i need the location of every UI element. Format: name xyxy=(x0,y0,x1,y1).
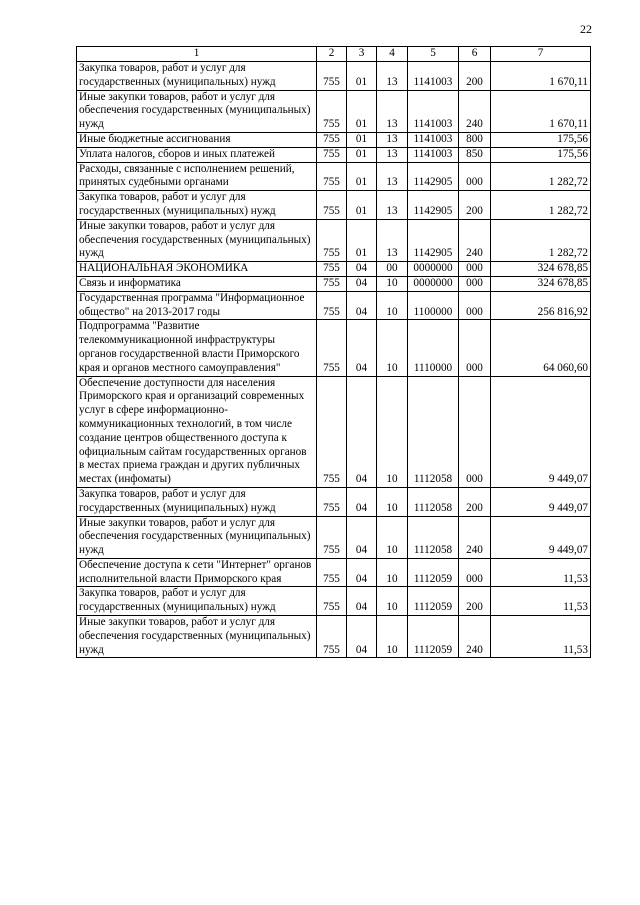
table-row xyxy=(77,147,591,162)
amount-cell: 256 816,92 xyxy=(491,291,591,320)
table-body xyxy=(77,47,591,658)
subsection-code-cell: 00 xyxy=(377,262,408,277)
expense-type-cell: 800 xyxy=(459,132,491,147)
header-cell: 7 xyxy=(491,47,591,62)
target-article-cell: 1112058 xyxy=(408,516,459,558)
ministry-code-cell: 755 xyxy=(317,62,347,91)
item-name-cell: Иные закупки товаров, работ и услуг для обеспечения государственных (муниципальных) нужд xyxy=(77,616,317,658)
expense-type-cell: 200 xyxy=(459,191,491,220)
amount-cell: 11,53 xyxy=(491,558,591,587)
ministry-code-cell: 755 xyxy=(317,147,347,162)
expense-type-cell: 200 xyxy=(459,487,491,516)
target-article-cell: 1142905 xyxy=(408,191,459,220)
subsection-code-cell: 10 xyxy=(377,376,408,487)
section-code-cell: 01 xyxy=(347,132,377,147)
section-code-cell: 01 xyxy=(347,90,377,132)
header-cell: 5 xyxy=(408,47,459,62)
subsection-code-cell: 10 xyxy=(377,291,408,320)
expense-type-cell: 000 xyxy=(459,376,491,487)
section-code-cell: 01 xyxy=(347,147,377,162)
expense-type-cell: 850 xyxy=(459,147,491,162)
section-code-cell: 04 xyxy=(347,276,377,291)
subsection-code-cell: 13 xyxy=(377,147,408,162)
ministry-code-cell: 755 xyxy=(317,262,347,277)
ministry-code-cell: 755 xyxy=(317,516,347,558)
amount-cell: 175,56 xyxy=(491,147,591,162)
target-article-cell: 1141003 xyxy=(408,90,459,132)
table-row xyxy=(77,132,591,147)
expense-type-cell: 000 xyxy=(459,558,491,587)
expense-type-cell: 240 xyxy=(459,516,491,558)
amount-cell: 1 670,11 xyxy=(491,62,591,91)
item-name-cell: НАЦИОНАЛЬНАЯ ЭКОНОМИКА xyxy=(77,262,317,277)
page-number: 22 xyxy=(580,22,592,36)
header-cell: 6 xyxy=(459,47,491,62)
section-code-cell: 04 xyxy=(347,320,377,376)
section-code-cell: 01 xyxy=(347,62,377,91)
amount-cell: 175,56 xyxy=(491,132,591,147)
target-article-cell: 1141003 xyxy=(408,132,459,147)
ministry-code-cell: 755 xyxy=(317,616,347,658)
amount-cell: 9 449,07 xyxy=(491,516,591,558)
table-row xyxy=(77,191,591,220)
table-row xyxy=(77,276,591,291)
subsection-code-cell: 10 xyxy=(377,558,408,587)
subsection-code-cell: 10 xyxy=(377,516,408,558)
expense-type-cell: 000 xyxy=(459,162,491,191)
ministry-code-cell: 755 xyxy=(317,376,347,487)
item-name-cell: Уплата налогов, сборов и иных платежей xyxy=(77,147,317,162)
expense-type-cell: 000 xyxy=(459,276,491,291)
header-cell: 2 xyxy=(317,47,347,62)
section-code-cell: 04 xyxy=(347,376,377,487)
table-row xyxy=(77,320,591,376)
header-cell: 1 xyxy=(77,47,317,62)
item-name-cell: Иные закупки товаров, работ и услуг для обеспечения государственных (муниципальных) нужд xyxy=(77,516,317,558)
ministry-code-cell: 755 xyxy=(317,276,347,291)
ministry-code-cell: 755 xyxy=(317,291,347,320)
amount-cell: 324 678,85 xyxy=(491,276,591,291)
ministry-code-cell: 755 xyxy=(317,219,347,261)
table-row xyxy=(77,291,591,320)
target-article-cell: 1142905 xyxy=(408,162,459,191)
expense-type-cell: 000 xyxy=(459,291,491,320)
section-code-cell: 04 xyxy=(347,516,377,558)
section-code-cell: 04 xyxy=(347,558,377,587)
ministry-code-cell: 755 xyxy=(317,587,347,616)
target-article-cell: 1112059 xyxy=(408,558,459,587)
table-row xyxy=(77,90,591,132)
expense-type-cell: 000 xyxy=(459,262,491,277)
table-row xyxy=(77,587,591,616)
item-name-cell: Связь и информатика xyxy=(77,276,317,291)
section-code-cell: 01 xyxy=(347,219,377,261)
amount-cell: 324 678,85 xyxy=(491,262,591,277)
ministry-code-cell: 755 xyxy=(317,132,347,147)
subsection-code-cell: 13 xyxy=(377,62,408,91)
table-row xyxy=(77,162,591,191)
amount-cell: 64 060,60 xyxy=(491,320,591,376)
item-name-cell: Подпрограмма "Развитие телекоммуникационной инфраструктуры органов государственной власти Приморского края и органов местного самоуправления" xyxy=(77,320,317,376)
target-article-cell: 1112058 xyxy=(408,487,459,516)
amount-cell: 1 282,72 xyxy=(491,219,591,261)
section-code-cell: 04 xyxy=(347,262,377,277)
ministry-code-cell: 755 xyxy=(317,487,347,516)
section-code-cell: 04 xyxy=(347,487,377,516)
subsection-code-cell: 13 xyxy=(377,132,408,147)
amount-cell: 11,53 xyxy=(491,587,591,616)
amount-cell: 1 282,72 xyxy=(491,162,591,191)
table-row xyxy=(77,516,591,558)
header-cell: 4 xyxy=(377,47,408,62)
item-name-cell: Государственная программа "Информационное общество" на 2013-2017 годы xyxy=(77,291,317,320)
item-name-cell: Закупка товаров, работ и услуг для государственных (муниципальных) нужд xyxy=(77,587,317,616)
target-article-cell: 0000000 xyxy=(408,262,459,277)
item-name-cell: Иные закупки товаров, работ и услуг для обеспечения государственных (муниципальных) нужд xyxy=(77,219,317,261)
ministry-code-cell: 755 xyxy=(317,320,347,376)
amount-cell: 9 449,07 xyxy=(491,376,591,487)
expense-type-cell: 240 xyxy=(459,219,491,261)
target-article-cell: 1141003 xyxy=(408,147,459,162)
target-article-cell: 1112059 xyxy=(408,616,459,658)
target-article-cell: 0000000 xyxy=(408,276,459,291)
expense-type-cell: 000 xyxy=(459,320,491,376)
expense-type-cell: 240 xyxy=(459,90,491,132)
section-code-cell: 01 xyxy=(347,162,377,191)
amount-cell: 1 670,11 xyxy=(491,90,591,132)
item-name-cell: Иные закупки товаров, работ и услуг для обеспечения государственных (муниципальных) нужд xyxy=(77,90,317,132)
ministry-code-cell: 755 xyxy=(317,90,347,132)
table-row xyxy=(77,487,591,516)
table-header-row xyxy=(77,47,591,62)
item-name-cell: Обеспечение доступа к сети "Интернет" органов исполнительной власти Приморского края xyxy=(77,558,317,587)
table-row xyxy=(77,219,591,261)
table-row xyxy=(77,62,591,91)
subsection-code-cell: 10 xyxy=(377,487,408,516)
subsection-code-cell: 10 xyxy=(377,616,408,658)
section-code-cell: 04 xyxy=(347,291,377,320)
item-name-cell: Закупка товаров, работ и услуг для государственных (муниципальных) нужд xyxy=(77,487,317,516)
subsection-code-cell: 10 xyxy=(377,276,408,291)
ministry-code-cell: 755 xyxy=(317,191,347,220)
subsection-code-cell: 13 xyxy=(377,219,408,261)
expense-type-cell: 200 xyxy=(459,587,491,616)
table-row xyxy=(77,262,591,277)
subsection-code-cell: 10 xyxy=(377,320,408,376)
expense-type-cell: 240 xyxy=(459,616,491,658)
target-article-cell: 1100000 xyxy=(408,291,459,320)
budget-table xyxy=(76,46,591,658)
item-name-cell: Обеспечение доступности для населения Приморского края и организаций современных услуг в сфере информационно-коммуникационных технологий, в том числе создание центров общественного доступа к официальным сайтам государственных органов в местах приема граждан и других публичных местах (инфоматы) xyxy=(77,376,317,487)
item-name-cell: Закупка товаров, работ и услуг для государственных (муниципальных) нужд xyxy=(77,191,317,220)
ministry-code-cell: 755 xyxy=(317,558,347,587)
subsection-code-cell: 10 xyxy=(377,587,408,616)
subsection-code-cell: 13 xyxy=(377,162,408,191)
item-name-cell: Расходы, связанные с исполнением решений, принятых судебными органами xyxy=(77,162,317,191)
item-name-cell: Закупка товаров, работ и услуг для государственных (муниципальных) нужд xyxy=(77,62,317,91)
amount-cell: 1 282,72 xyxy=(491,191,591,220)
table-row xyxy=(77,376,591,487)
table-row xyxy=(77,616,591,658)
expense-type-cell: 200 xyxy=(459,62,491,91)
amount-cell: 9 449,07 xyxy=(491,487,591,516)
target-article-cell: 1112059 xyxy=(408,587,459,616)
header-cell: 3 xyxy=(347,47,377,62)
target-article-cell: 1110000 xyxy=(408,320,459,376)
amount-cell: 11,53 xyxy=(491,616,591,658)
subsection-code-cell: 13 xyxy=(377,90,408,132)
section-code-cell: 01 xyxy=(347,191,377,220)
section-code-cell: 04 xyxy=(347,616,377,658)
target-article-cell: 1112058 xyxy=(408,376,459,487)
section-code-cell: 04 xyxy=(347,587,377,616)
table-row xyxy=(77,558,591,587)
item-name-cell: Иные бюджетные ассигнования xyxy=(77,132,317,147)
subsection-code-cell: 13 xyxy=(377,191,408,220)
ministry-code-cell: 755 xyxy=(317,162,347,191)
target-article-cell: 1142905 xyxy=(408,219,459,261)
target-article-cell: 1141003 xyxy=(408,62,459,91)
